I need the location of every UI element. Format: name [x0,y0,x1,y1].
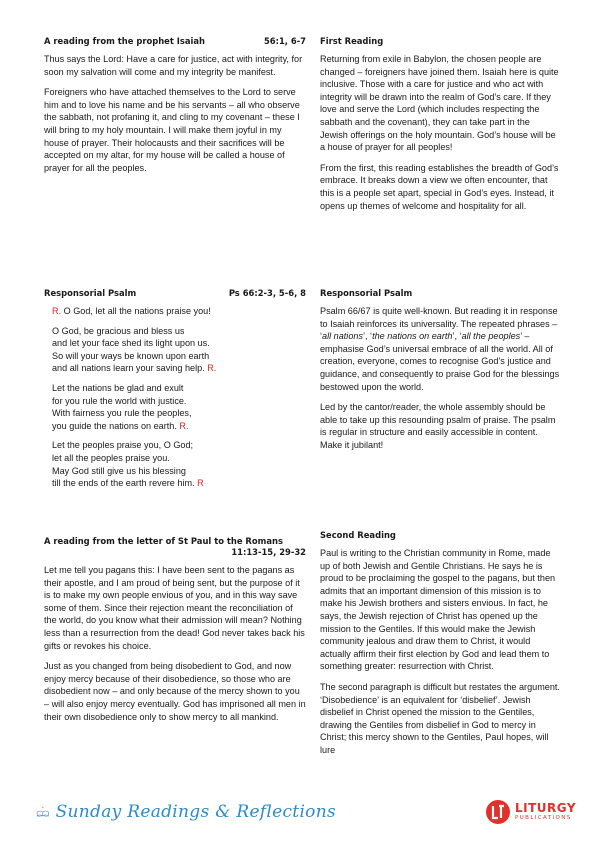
romans-reading [44,536,306,723]
reading-paragraph: Foreigners who have attached themselves to the Lord to serve him and to love his name and be his servants – all who observe the sabbath, not profaning it, and cling to my covenant – these I will bring to my holy mountain. I will make them joyful in my house of prayer. Their holocausts and their sacrifices will be accepted on my altar, for my house will be called a house of prayer for all the peoples. [44,87,300,173]
open-book-icon [36,798,50,826]
psalm-line: you guide the nations on earth. [52,420,180,431]
italic-phrase: all nations [322,331,363,342]
psalm-reference: Ps 66:2-3, 5-6, 8 [228,288,306,298]
psalm-response [52,305,306,318]
psalm-stanza [52,325,306,375]
reading-heading [44,536,306,547]
italic-phrase: the nations on earth [372,331,453,342]
psalm-stanza [52,382,306,432]
text-run: ’, ‘ [452,331,462,342]
response-text: O God, let all the nations praise you! [61,306,211,316]
second-reading-reflection [320,530,560,757]
isaiah-reading [44,36,306,174]
psalm-line: May God still give us his blessing [52,465,186,476]
reflection-heading [320,288,560,299]
reflection-paragraph: The second paragraph is difficult but restates the argument. ‘Disobedience’ is an equivalent for ‘disbelief’. Jewish disbelief in Christ opened the mission to the Gentiles, drawing the Gentiles from disbelief in God to mercy in Christ; this mercy shown to the Gentiles, Paul hopes, will lure [320,681,560,755]
reading-paragraph: Thus says the Lord: Have a care for justice, act with integrity, for soon my salvation will come and my integrity be manifest. [44,54,303,77]
psalm-line: and all nations learn your saving help. [52,363,208,374]
reflection-title: Responsorial Psalm [320,288,413,298]
reflection-title: Second Reading [320,530,396,540]
reading-reference: 11:13-15, 29-32 [231,547,306,557]
sunday-readings-logo [36,796,336,828]
reading-title: A reading from the letter of St Paul to the Romans [44,536,283,546]
publisher-name: LITURGY [515,801,577,816]
reflection-paragraph: Led by the cantor/reader, the whole assembly should be able to take up this resounding psalm of praise. The psalm is regular in structure and easily accessible in content. Make it jubilant! [320,402,556,450]
reflection-paragraph: From the first, this reading establishes the breadth of God’s embrace. It breaks down a view we often encounter, that this is a people set apart, special in God’s eyes. Instead, it opens up themes of welcome and hospitality for all. [320,162,559,211]
psalm-stanza [52,439,306,489]
reading-heading [44,36,306,47]
brand-title: Sunday Readings & Reflections [55,802,336,822]
reading-paragraph: Let me tell you pagans this: I have been sent to the pagans as their apostle, and I am proud of being sent, but the purpose of it is to make my own people envious of you, and in this way save some of them. Since their rejection meant the reconciliation of the world, do you know what their admission will mean? Nothing less than a resurrection from the dead! God never takes back his gifts or revokes his choice. [44,565,305,651]
psalm-line: for you rule the world with justice. [52,395,187,406]
liturgy-publications-logo [485,799,576,825]
psalm-line: O God, be gracious and bless us [52,325,185,336]
reflection-title: First Reading [320,36,384,46]
psalm-reflection [320,288,560,452]
response-mark: R. [207,363,217,374]
response-mark: R. [179,420,189,431]
reflection-paragraph: Paul is writing to the Christian community in Rome, made up of both Jewish and Gentile Christians. He says he is proud to be proclaiming the gospel to the pagans, but then admits that an important dimension of this mission is to make his Jewish brothers and sisters envious. In fact, he says, the Jewish rejection of Christ has opened up the mission to the Gentiles. If this would make the Jewish community jealous and draw them to Christ, it would actually affirm their first election by God and lead them to something greater: resurrection with Christ. [320,548,556,672]
psalm-line: let all the peoples praise you. [52,452,170,463]
reading-paragraph: Just as you changed from being disobedient to God, and now enjoy mercy because of their disobedience, so those who are disobedient now – and only because of the mercy shown to you – will also enjoy mercy eventually. God has imprisoned all men in their own disobedience only to show mercy to all mankind. [44,661,306,722]
reflection-paragraph [320,305,560,393]
text-run: ’ – emphasise God’s universal embrace of all the world. All of creation, everyone, comes to recognise God’s justice and guidance, and consequently to praise God for the blessings bestowed upon the world. [320,331,560,392]
response-mark: R. [52,306,62,316]
psalm-line: and let your face shed its light upon us. [52,338,210,349]
reading-title: A reading from the prophet Isaiah [44,36,206,46]
psalm-title: Responsorial Psalm [44,288,137,298]
psalm-heading [44,288,306,299]
liturgy-mark-icon [485,799,511,825]
psalm-line: With fairness you rule the peoples, [52,408,192,419]
text-run: Psalm 66/67 is quite well-known. But reading it in response to Isaiah reinforces its universality. The repeated phrases – ‘ [320,306,558,342]
responsorial-psalm [44,288,306,490]
psalm-text [52,305,306,490]
publisher-subtitle: PUBLICATIONS [515,815,572,822]
psalm-line: Let the nations be glad and exult [52,382,184,393]
reflection-heading [320,36,560,47]
reflection-heading [320,530,560,541]
reading-reference: 56:1, 6-7 [263,36,306,46]
psalm-line: So will your ways be known upon earth [52,350,210,361]
response-mark: R [197,478,204,489]
italic-phrase: all the peoples [461,331,521,342]
first-reading-reflection [320,36,560,212]
psalm-line: Let the peoples praise you, O God; [52,440,194,451]
psalm-line: till the ends of the earth revere him. [52,478,198,489]
text-run: ’, ‘ [362,331,373,342]
reflection-paragraph: Returning from exile in Babylon, the chosen people are changed – foreigners have joined them. Isaiah here is quite inclusive. Those with a care for justice and who act with integrity will be drawn into the realm of God’s care. If they love and serve the Lord (which includes respecting the sabbath and the covenant), they can take part in the Jewish offerings on the holy mountain. God’s house will be a house of prayer for all peoples! [320,54,559,153]
